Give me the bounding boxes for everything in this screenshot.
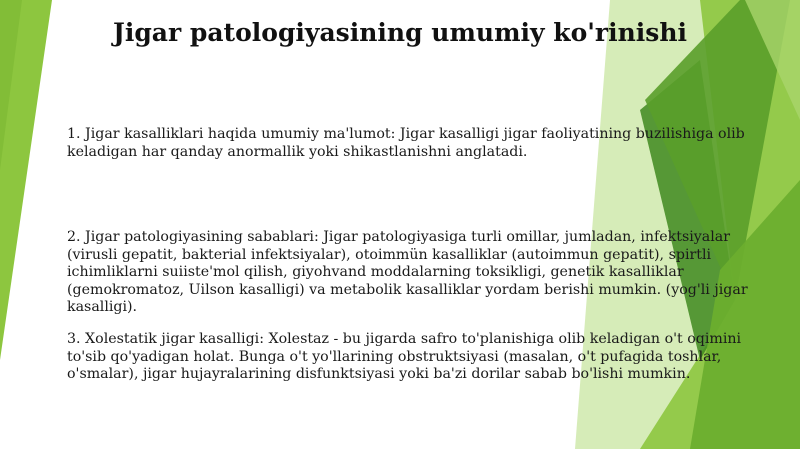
paragraph-liver-pathology-causes: 2. Jigar patologiyasining sabablari: Jigar patologiyasiga turli omillar, jumladan, infektsiyalar (virusli gepatit, bakterial infektsiyalar), otoimmün kasalliklar (autoimmun gepatit), spirtli ichimliklarni suiiste'mol qilish, giyohvand moddalarning toksikligi, genetik kasalliklar (gemokromatoz, Uilson kasalligi) va metabolik kasalliklar yordam berishi mumkin. (yog'li jigar kasalligi). [67,229,748,316]
paragraph-liver-diseases-overview: 1. Jigar kasalliklari haqida umumiy ma'lumot: Jigar kasalligi jigar faoliyatining buzilishiga olib keladigan har qanday anormallik yoki shikastlanishni anglatadi. [67,126,745,160]
slide-title: Jigar patologiyasining umumiy ko'rinishi [113,18,687,47]
paragraph-cholestatic-liver-disease: 3. Xolestatik jigar kasalligi: Xolestaz - bu jigarda safro to'planishiga olib keladigan o't oqimini to'sib qo'yadigan holat. Bunga o't yo'llarining obstruktsiyasi (masalan, o't pufagida toshlar, o'smalar), jigar hujayralarining disfunktsiyasi yoki ba'zi dorilar sabab bo'lishi mumkin. [67,331,742,383]
